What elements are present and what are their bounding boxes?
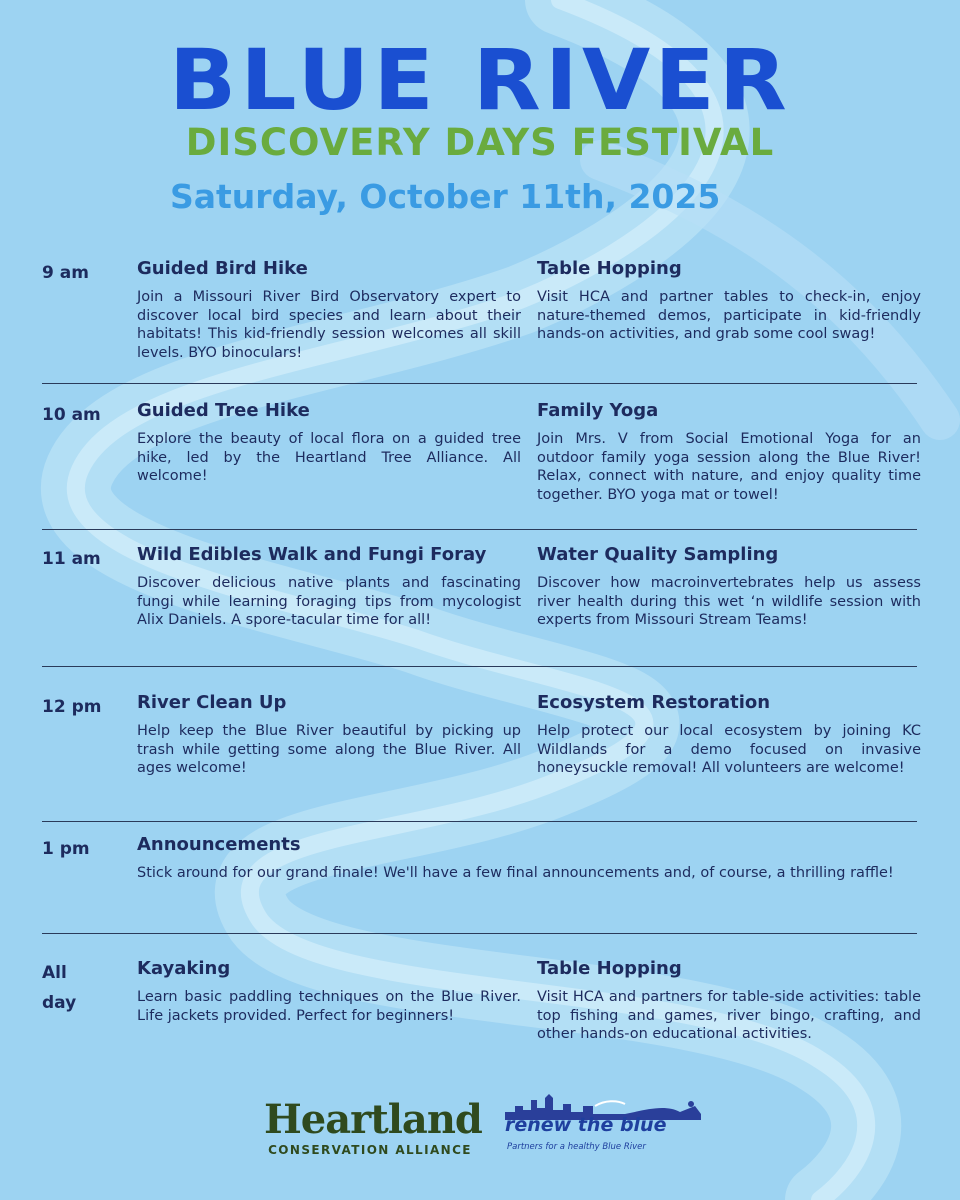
activity-title: Kayaking: [137, 958, 231, 979]
activity-right: [537, 400, 921, 504]
time-label: 9 am: [42, 263, 89, 283]
activity-title: Announcements: [137, 834, 301, 855]
activity-description: Explore the beauty of local flora on a guided tree hike, led by the Heartland Tree Alliance. All welcome!: [137, 431, 521, 484]
festival-subtitle: DISCOVERY DAYS FESTIVAL: [185, 121, 775, 164]
festival-title: BLUE RIVER: [168, 31, 792, 129]
activity-right: [537, 958, 921, 1044]
activity-description: Discover how macroinvertebrates help us assess river health during this wet ‘n wildlife session with experts from Missouri Stream Teams!: [537, 575, 921, 628]
activity-title: Table Hopping: [537, 958, 682, 979]
footer-logos: [0, 1098, 960, 1178]
activity-description: Discover delicious native plants and fascinating fungi while learning foraging tips from mycologist Alix Daniels. A spore-tacular time for all!: [137, 575, 521, 628]
activity-left: [137, 258, 521, 362]
activity-description: Join Mrs. V from Social Emotional Yoga for an outdoor family yoga session along the Blue River! Relax, connect with nature, and enjoy quality time together. BYO yoga mat or towel!: [537, 431, 921, 503]
heartland-logo-name: Heartland: [264, 1096, 482, 1143]
divider: [42, 666, 917, 667]
renew-the-blue-name: renew the blue: [505, 1114, 667, 1136]
heartland-logo: [264, 1096, 482, 1158]
heartland-logo-subtitle: CONSERVATION ALLIANCE: [268, 1143, 472, 1157]
activity-left: [137, 958, 521, 1025]
activity-description: Help keep the Blue River beautiful by picking up trash while getting some along the Blue River. All ages welcome!: [137, 723, 521, 776]
activity-right: [537, 544, 921, 630]
activity-description: Help protect our local ecosystem by joining KC Wildlands for a demo focused on invasive honeysuckle removal! All volunteers are welcome!: [537, 723, 921, 776]
time-label: 10 am: [42, 405, 101, 425]
activity-title: Guided Tree Hike: [137, 400, 310, 421]
divider: [42, 821, 917, 822]
time-label: 11 am: [42, 549, 101, 569]
divider: [42, 933, 917, 934]
renew-the-blue-logo: [505, 1092, 705, 1162]
activity-left: [137, 692, 521, 778]
time-label: All day: [42, 963, 77, 1013]
activity-title: Water Quality Sampling: [537, 544, 779, 565]
divider: [42, 529, 917, 530]
activity-title: Family Yoga: [537, 400, 659, 421]
activity-description: Join a Missouri River Bird Observatory expert to discover local bird species and learn about their habitats! This kid-friendly session welcomes all skill levels. BYO binoculars!: [137, 289, 521, 361]
activity-left: [137, 544, 521, 630]
activity-title: Wild Edibles Walk and Fungi Foray: [137, 544, 487, 565]
festival-date: Saturday, October 11th, 2025: [170, 177, 721, 216]
activity-description: Stick around for our grand finale! We'll have a few final announcements and, of course, a thrilling raffle!: [137, 865, 894, 881]
activity-title: River Clean Up: [137, 692, 287, 713]
time-label: 1 pm: [42, 839, 90, 859]
activity-title: Guided Bird Hike: [137, 258, 308, 279]
renew-the-blue-tagline: Partners for a healthy Blue River: [507, 1142, 646, 1152]
time-label: 12 pm: [42, 697, 102, 717]
activity-left: [137, 400, 521, 486]
activity-full: [137, 834, 917, 883]
activity-description: Visit HCA and partner tables to check-in, enjoy nature-themed demos, participate in kid-friendly hands-on activities, and grab some cool swag!: [537, 289, 921, 342]
activity-title: Ecosystem Restoration: [537, 692, 771, 713]
activity-right: [537, 692, 921, 778]
divider: [42, 383, 917, 384]
activity-description: Learn basic paddling techniques on the Blue River. Life jackets provided. Perfect for beginners!: [137, 989, 521, 1024]
activity-description: Visit HCA and partners for table-side activities: table top fishing and games, river bingo, crafting, and other hands-on educational activities.: [537, 989, 921, 1042]
activity-right: [537, 258, 921, 344]
activity-title: Table Hopping: [537, 258, 682, 279]
